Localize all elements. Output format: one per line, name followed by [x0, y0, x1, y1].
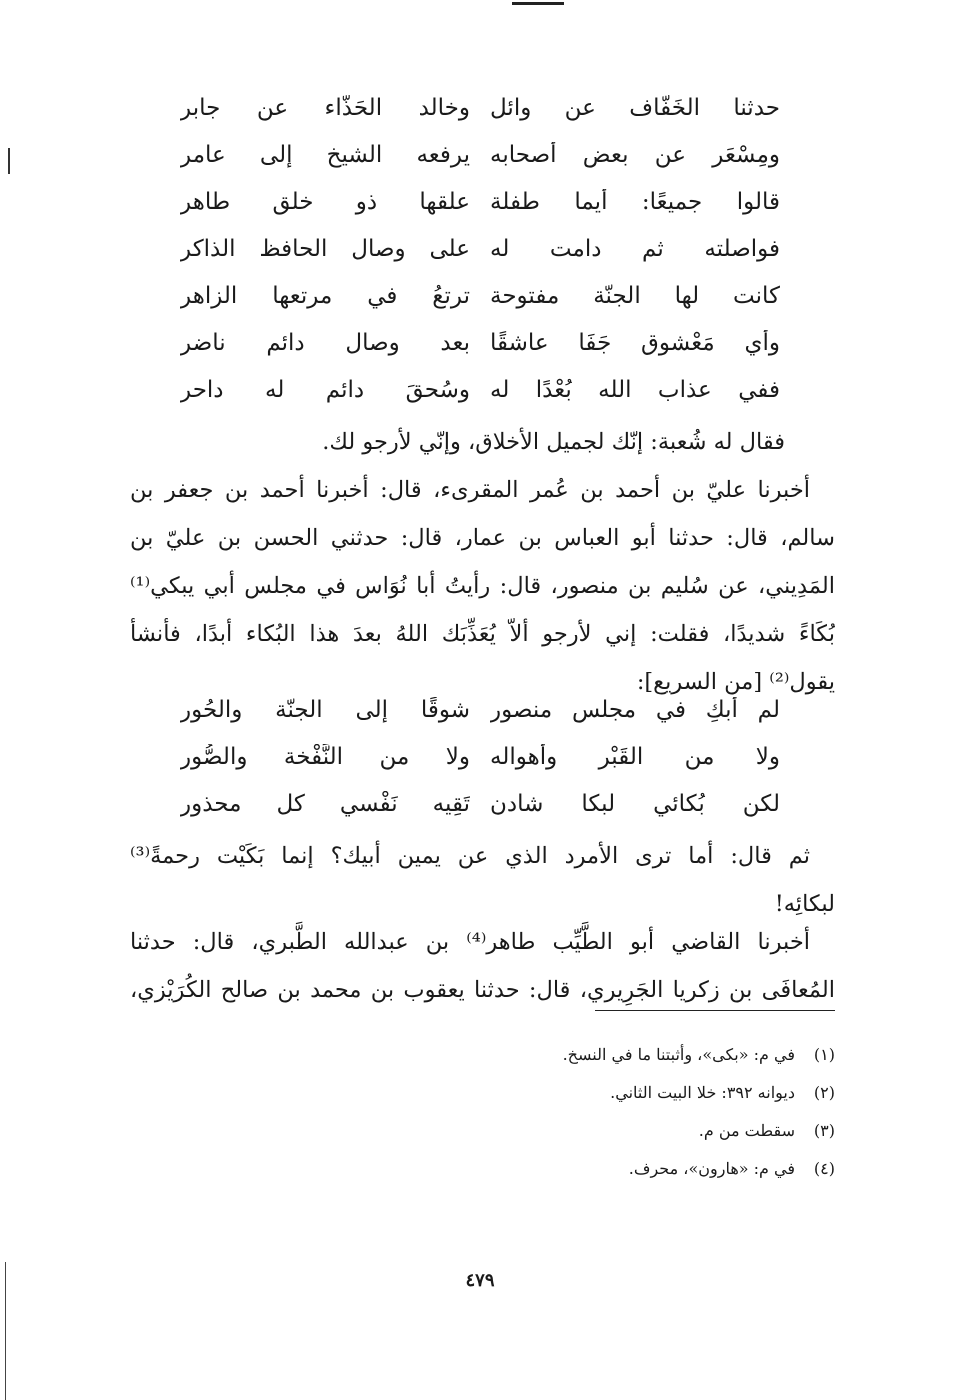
footnote-text: في م: «بكى»، وأثبتنا ما في النسخ. — [562, 1045, 795, 1064]
verse-second-hemistich: على وصال الحافظ الذاكر — [180, 236, 470, 262]
footnote-number: (٢) — [813, 1083, 835, 1102]
footnotes — [135, 1036, 835, 1188]
verse-first-hemistich: فواصلته ثم دامت له — [490, 236, 780, 262]
text-line: فقال له شُعبة: إنّك لجميل الأخلاق، وإنّي لأرجو لك. — [322, 429, 785, 455]
verse-second-hemistich: ولا من النَّفْخة والصُّور — [180, 744, 470, 770]
poem-block-2 — [180, 697, 780, 838]
paragraph-tabari — [130, 918, 835, 1014]
footnote-text: سقطت من م. — [698, 1121, 795, 1140]
text-line: ثم قال: أما ترى الأمرد الذي عن يمين أبيك؟ إنما بَكَيْت رحمةً⁽³⁾ — [130, 843, 810, 869]
verse-first-hemistich: حدثنا الخَفَّاف عن وائل — [490, 95, 780, 121]
footnote — [135, 1074, 835, 1112]
verse-first-hemistich: وأي مَعْشوق جَفَا عاشقًا — [490, 330, 780, 356]
verse-first-hemistich: قالوا جميعًا: أيما طفلة — [490, 189, 780, 215]
verse-first-hemistich: لم أبكِ في مجلس منصور — [490, 697, 780, 723]
verse — [180, 189, 780, 236]
page-number: ٤٧٩ — [465, 1270, 495, 1291]
verse — [180, 377, 780, 424]
verse-first-hemistich: ففي عذاب الله بُعْدًا له — [490, 377, 780, 403]
text-line: سالم، قال: حدثنا أبو العباس بن عمار، قال: حدثني الحسن بن عليّ بن — [130, 525, 835, 551]
footnote — [135, 1112, 835, 1150]
text-line: أخبرنا القاضي أبو الطَّيِّب طاهر⁽⁴⁾ بن عبدالله الطَّبري، قال: حدثنا — [130, 929, 810, 955]
footnote-number: (٣) — [813, 1121, 835, 1140]
verse-second-hemistich: يرفعه الشيخ إلى عامر — [180, 142, 470, 168]
footnote-separator — [595, 1010, 835, 1011]
verse-first-hemistich: لكن بُكائي لبكا شادن — [490, 791, 780, 817]
top-edge-mark — [512, 2, 564, 5]
verse-second-hemistich: علقها ذو خلق طاهر — [180, 189, 470, 215]
verse-first-hemistich: ولا من القَبْر وأهواله — [490, 744, 780, 770]
left-edge-rule — [5, 1262, 6, 1400]
text-line: المُعافَى بن زكريا الجَرِيري، قال: حدثنا يعقوب بن محمد بن صالح الكُرَيْزي، — [130, 977, 835, 1003]
footnote-text: ديوانه ٣٩٢: خلا البيت الثاني. — [610, 1083, 795, 1102]
verse — [180, 236, 780, 283]
margin-mark — [8, 148, 10, 174]
paragraph-shuba — [130, 418, 835, 466]
verse-second-hemistich: بعد وصال دائم ناضر — [180, 330, 470, 356]
verse — [180, 283, 780, 330]
footnote-number: (١) — [813, 1045, 835, 1064]
verse-second-hemistich: وسُحقَ دائم له داحر — [180, 377, 470, 403]
verse-second-hemistich: تَقِيه نَفْسي كل محذور — [180, 791, 470, 817]
verse — [180, 95, 780, 142]
verse — [180, 744, 780, 791]
footnote-text: في م: «هارون»، محرف. — [628, 1159, 795, 1178]
text-line: المَدِيني، عن سُليم بن منصور، قال: رأيتُ أبا نُوَاس في مجلس أبي يبكي⁽¹⁾ — [130, 573, 835, 599]
footnote-number: (٤) — [813, 1159, 835, 1178]
text-line: أخبرنا عليّ بن أحمد بن عُمر المقرىء، قال: أخبرنا أحمد بن جعفر بن — [130, 477, 810, 503]
footnote — [135, 1150, 835, 1188]
paragraph-abu-nuwas — [130, 466, 835, 706]
verse — [180, 330, 780, 377]
paragraph-weeping — [130, 832, 835, 928]
verse — [180, 142, 780, 189]
verse-second-hemistich: وخالد الحَذَّاء عن جابر — [180, 95, 470, 121]
verse-first-hemistich: كانت لها الجنّة مفتوحة — [490, 283, 780, 309]
verse — [180, 697, 780, 744]
verse-second-hemistich: ترتعُ في مرتعها الزاهر — [180, 283, 470, 309]
text-line: بُكَاءً شديدًا، فقلت: إني لأرجو ألاّ يُعَذِّبَك اللهُ بعدَ هذا البُكاء أبدًا، فأنشأ — [130, 621, 835, 647]
verse-second-hemistich: شوقًا إلى الجنّة والحُور — [180, 697, 470, 723]
verse-first-hemistich: ومِسْعَر عن بعض أصحابه — [490, 142, 780, 168]
verse — [180, 791, 780, 838]
poem-block-1 — [180, 95, 780, 424]
text-line: يقول⁽²⁾ [من السريع]: — [636, 669, 835, 695]
text-line: لبكائِه! — [774, 891, 835, 917]
footnote — [135, 1036, 835, 1074]
